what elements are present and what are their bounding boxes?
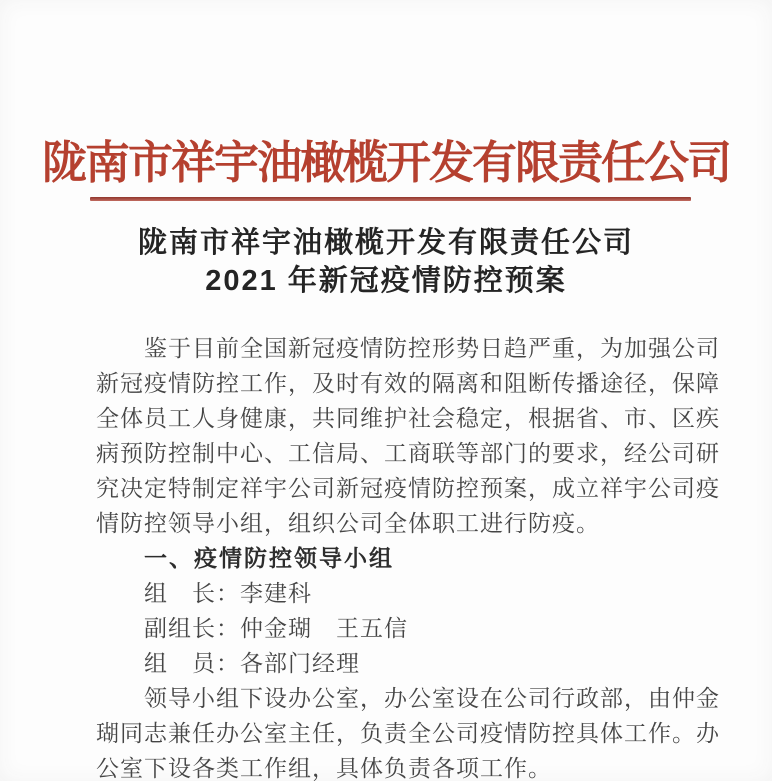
company-letterhead: 陇南市祥宇油橄榄开发有限责任公司	[41, 138, 730, 188]
roster-line-leader: 组 长：李建科	[144, 581, 312, 606]
roster-line-members: 组 员：各部门经理	[144, 651, 360, 676]
intro-paragraph-line: 情防控领导小组，组织公司全体职工进行防疫。	[96, 511, 600, 536]
letterhead-rule-divider	[90, 197, 691, 201]
intro-paragraph-line: 究决定特制定祥宇公司新冠疫情防控预案，成立祥宇公司疫	[96, 476, 720, 501]
office-paragraph-line: 领导小组下设办公室，办公室设在公司行政部，由仲金	[144, 686, 720, 711]
roster-line-deputy-leaders: 副组长：仲金瑚 王五信	[144, 616, 408, 641]
document-title	[0, 224, 772, 300]
intro-paragraph-line: 鉴于目前全国新冠疫情防控形势日趋严重，为加强公司	[144, 336, 720, 361]
intro-paragraph-line: 新冠疫情防控工作，及时有效的隔离和阻断传播途径，保障	[96, 371, 720, 396]
document-title-line-1: 陇南市祥宇油橄榄开发有限责任公司	[137, 227, 634, 259]
section-heading: 一、疫情防控领导小组	[144, 545, 394, 571]
intro-paragraph-line: 全体员工人身健康，共同维护社会稳定，根据省、市、区疾	[96, 406, 720, 431]
document-title-line-2: 2021 年新冠疫情防控预案	[205, 265, 567, 297]
intro-paragraph-line: 病预防控制中心、工信局、工商联等部门的要求，经公司研	[96, 441, 720, 466]
office-paragraph-line: 公室下设各类工作组，具体负责各项工作。	[96, 756, 552, 781]
office-paragraph-line: 瑚同志兼任办公室主任，负责全公司疫情防控具体工作。办	[96, 721, 720, 746]
document-body	[96, 331, 720, 781]
